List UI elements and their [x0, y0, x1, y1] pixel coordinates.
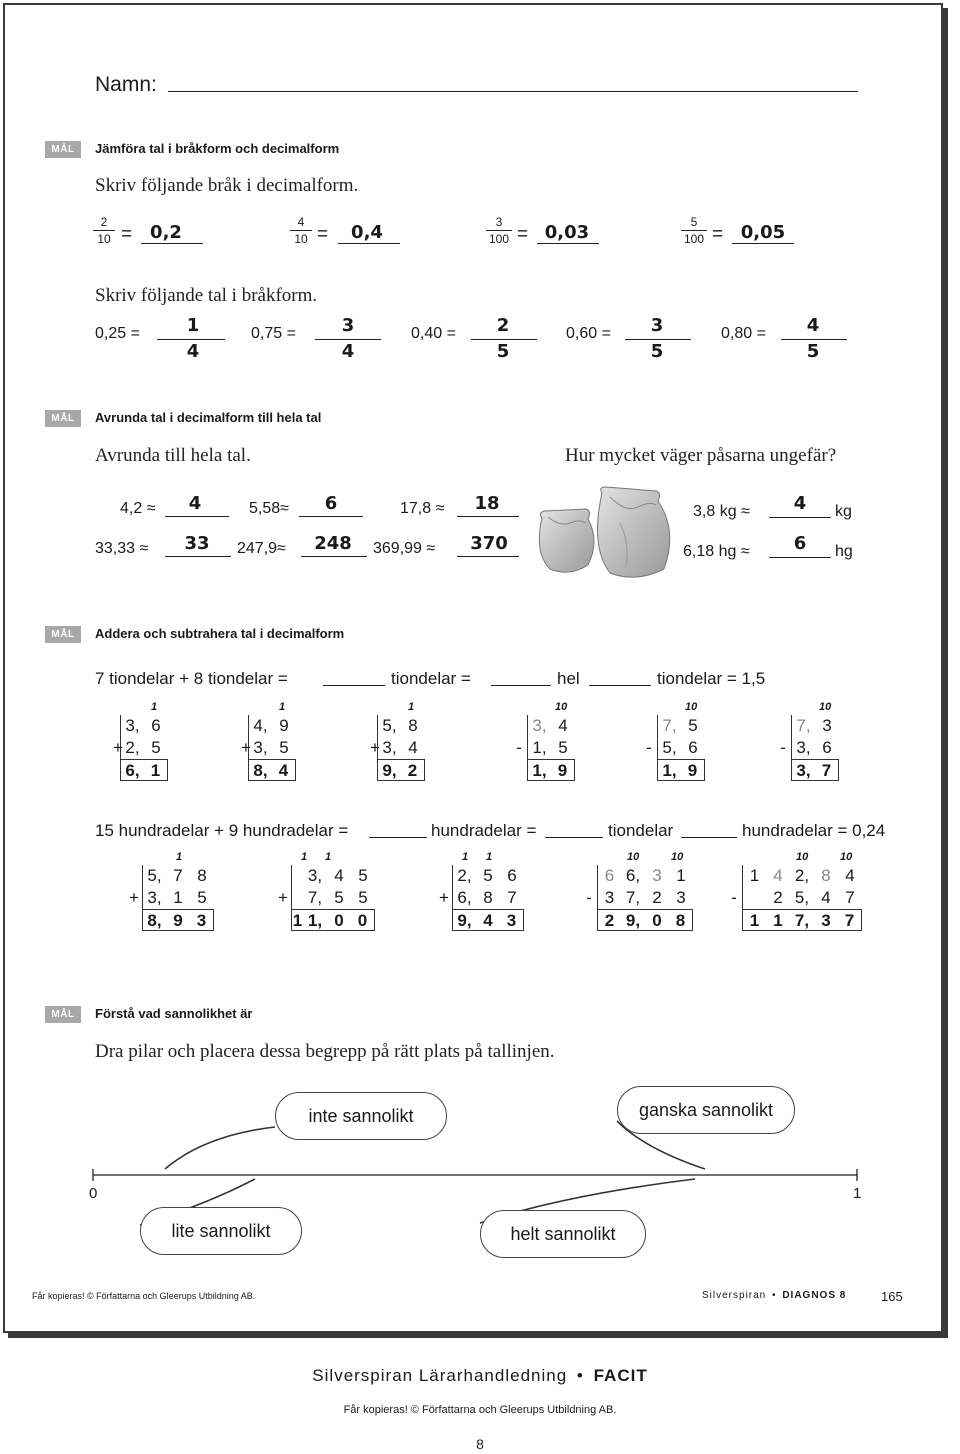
operand-digit: 8 [821, 866, 831, 885]
operand-digit: 5, [794, 888, 810, 907]
operand-digit: 7 [173, 866, 183, 885]
answer-line[interactable] [732, 243, 794, 244]
answer-value: 0,05 [740, 222, 786, 243]
guide-title: Silverspiran Lärarhandledning • FACIT [312, 1366, 648, 1385]
result-digit[interactable]: 9, [621, 909, 645, 931]
operand-digit: 7 [507, 888, 517, 907]
operator-sign: - [780, 738, 786, 757]
tenths-statement: tiondelar = 1,5 [657, 669, 766, 688]
operator-sign: - [516, 738, 522, 757]
weight-unit: hg [835, 543, 853, 560]
answer-line[interactable] [315, 339, 381, 340]
equals-sign: = [317, 224, 329, 245]
hundredths-statement: hundradelar = [431, 821, 537, 840]
answer-line[interactable] [471, 339, 537, 340]
operator-sign: - [731, 888, 737, 907]
answer-line[interactable] [681, 837, 737, 838]
rounding-answer: 370 [470, 533, 508, 554]
result-digit[interactable]: 2 [597, 909, 621, 931]
operand-digit: 4 [773, 866, 783, 885]
answer-denominator: 4 [341, 341, 355, 362]
copyright-notice: Får kopieras! © Författarna och Gleerups Utbildning AB. [343, 1404, 617, 1416]
answer-line[interactable] [141, 243, 203, 244]
operand-digit: 2, [120, 737, 144, 759]
operand-digit: 3 [597, 887, 621, 909]
rounding-answer: 18 [474, 493, 500, 514]
operand-digit: 6 [822, 738, 832, 757]
answer-value: 0,2 [150, 222, 182, 243]
operand-digit: 3, [120, 715, 144, 737]
operand-digit: 5 [279, 738, 289, 757]
operand-digit: 3, [307, 866, 323, 885]
name-line[interactable] [168, 91, 858, 92]
decimal-value: 0,75 = [251, 325, 296, 342]
fraction: 5 100 [681, 215, 707, 246]
answer-numerator: 4 [806, 315, 820, 336]
answer-line[interactable] [781, 339, 847, 340]
goal-badge: MÅL [45, 1006, 81, 1023]
operand-digit: 9 [279, 716, 289, 735]
copyright-notice: Får kopieras! © Författarna och Gleerups Utbildning AB. [32, 1291, 256, 1301]
answer-line[interactable] [301, 556, 367, 557]
result-digit[interactable]: 4 [476, 909, 500, 931]
goal-title: Avrunda tal i decimalform till hela tal [95, 410, 322, 425]
weight-value: 6,18 hg ≈ [683, 543, 750, 560]
operand-digit: 7 [845, 888, 855, 907]
operand-digit: 3, [527, 715, 551, 737]
page-number: 165 [881, 1289, 903, 1304]
result-digit[interactable]: 0 [645, 909, 669, 931]
operator-sign: + [129, 888, 139, 907]
operand-digit: 8 [483, 888, 493, 907]
operand-digit: 6, [452, 887, 476, 909]
operand-digit: 2, [452, 865, 476, 887]
hundredths-statement: hundradelar = 0,24 [742, 821, 886, 840]
hundredths-statement: tiondelar [608, 821, 674, 840]
instruction: Skriv följande tal i bråkform. [95, 285, 318, 306]
axis-max: 1 [853, 1185, 862, 1202]
operand-digit: 5, [657, 737, 681, 759]
operand-digit: 5 [483, 866, 493, 885]
term-bubble-helt-sannolikt[interactable]: helt sannolikt [480, 1210, 646, 1258]
borrow-digit: 10 [555, 701, 568, 713]
term-bubble-lite-sannolikt[interactable]: lite sannolikt [140, 1207, 302, 1255]
answer-line[interactable] [491, 685, 551, 686]
axis-min: 0 [89, 1185, 98, 1202]
fraction: 4 10 [290, 215, 312, 246]
operand-digit: 4 [408, 738, 418, 757]
equals-sign: = [712, 224, 724, 245]
answer-line[interactable] [537, 243, 599, 244]
result-digit[interactable]: 0 [327, 909, 351, 931]
carry-digit: 1 [408, 701, 415, 713]
result-digit[interactable]: 6, [120, 759, 144, 781]
tenths-statement: hel [557, 669, 580, 688]
result-digit[interactable]: 7 [838, 909, 862, 931]
instruction: Avrunda till hela tal. [95, 445, 251, 466]
operand-digit: 6 [151, 716, 161, 735]
answer-line[interactable] [299, 516, 363, 517]
instruction: Skriv följande bråk i decimalform. [95, 175, 359, 196]
operand-digit: 3 [822, 716, 832, 735]
answer-denominator: 4 [186, 341, 200, 362]
borrow-digit: 10 [627, 851, 640, 863]
carry-digit: 1 [151, 701, 158, 713]
page-number: 8 [476, 1436, 484, 1452]
operand-digit: 6 [688, 738, 698, 757]
operand-digit: 1 [742, 865, 766, 887]
operand-digit: 7, [625, 888, 641, 907]
operand-digit: 3, [791, 737, 815, 759]
operand-digit: 5 [197, 888, 207, 907]
operand-digit: 5 [558, 738, 568, 757]
answer-value: 0,4 [351, 222, 383, 243]
operand-digit: 5, [142, 865, 166, 887]
operand-digit: 5 [151, 738, 161, 757]
rounding-value: 4,2 ≈ [120, 500, 156, 517]
operand-digit: 7, [307, 888, 323, 907]
operator-sign: + [370, 738, 380, 757]
operand-digit: 1 [173, 888, 183, 907]
answer-line[interactable] [457, 556, 519, 557]
operand-digit: 4 [334, 866, 344, 885]
rounding-answer: 33 [184, 533, 210, 554]
borrow-digit: 10 [671, 851, 684, 863]
decimal-value: 0,40 = [411, 325, 456, 342]
result-digit[interactable]: 1 [766, 909, 790, 931]
weight-answer: 6 [793, 533, 807, 554]
result-digit[interactable]: 1, [303, 909, 327, 931]
answer-line[interactable] [769, 557, 831, 558]
decimal-value: 0,25 = [95, 325, 140, 342]
operator-sign: + [241, 738, 251, 757]
carry-digit: 1 [279, 701, 286, 713]
result-digit[interactable]: 3, [791, 759, 815, 781]
answer-numerator: 3 [341, 315, 355, 336]
carry-digit: 1 [325, 851, 332, 863]
operator-sign: + [439, 888, 449, 907]
term-bubble-inte-sannolikt[interactable]: inte sannolikt [275, 1092, 447, 1140]
answer-value: 0,03 [544, 222, 590, 243]
answer-numerator: 3 [650, 315, 664, 336]
fraction: 2 10 [93, 215, 115, 246]
operand-digit: 4, [248, 715, 272, 737]
weight-unit: kg [835, 503, 852, 520]
carry-digit: 1 [301, 851, 308, 863]
operator-sign: - [646, 738, 652, 757]
borrow-digit: 10 [685, 701, 698, 713]
term-bubble-ganska-sannolikt[interactable]: ganska sannolikt [617, 1086, 795, 1134]
rounding-value: 5,58≈ [249, 500, 289, 517]
borrow-digit: 10 [840, 851, 853, 863]
instruction: Hur mycket väger påsarna ungefär? [565, 445, 837, 466]
operand-digit: 1, [527, 737, 551, 759]
goal-title: Jämföra tal i bråkform och decimalform [95, 141, 340, 156]
rounding-value: 33,33 ≈ [95, 540, 149, 557]
rounding-answer: 248 [314, 533, 352, 554]
operand-digit: 6 [507, 866, 517, 885]
operand-digit: 6 [597, 865, 621, 887]
operand-digit: 7, [657, 715, 681, 737]
operand-digit: 3 [652, 866, 662, 885]
operand-digit: 5 [358, 866, 368, 885]
answer-numerator: 2 [496, 315, 510, 336]
operand-digit: 8 [408, 716, 418, 735]
book-credit: Silverspiran • DIAGNOS 8 [702, 1290, 847, 1301]
goal-badge: MÅL [45, 626, 81, 643]
rounding-answer: 6 [324, 493, 338, 514]
rounding-value: 369,99 ≈ [373, 540, 436, 557]
result-digit[interactable]: 7, [790, 909, 814, 931]
result-digit[interactable]: 1, [527, 759, 551, 781]
borrow-digit: 10 [796, 851, 809, 863]
goal-title: Addera och subtrahera tal i decimalform [95, 626, 345, 641]
answer-line[interactable] [165, 516, 229, 517]
operand-digit: 2, [794, 866, 810, 885]
result-digit[interactable]: 8, [142, 909, 166, 931]
answer-line[interactable] [545, 837, 603, 838]
result-digit[interactable]: 3 [500, 909, 524, 931]
result-digit[interactable]: 0 [351, 909, 375, 931]
operand-digit: 4 [821, 888, 831, 907]
instruction: Dra pilar och placera dessa begrepp på rätt plats på tallinjen. [95, 1041, 555, 1062]
operator-sign: + [278, 888, 288, 907]
operand-digit: 2 [773, 888, 783, 907]
carry-digit: 1 [462, 851, 469, 863]
equals-sign: = [517, 224, 529, 245]
answer-line[interactable] [769, 517, 831, 518]
decimal-value: 0,60 = [566, 325, 611, 342]
operand-digit: 3, [142, 887, 166, 909]
answer-line[interactable] [165, 556, 231, 557]
answer-denominator: 5 [496, 341, 510, 362]
operator-sign: - [586, 888, 592, 907]
tenths-statement: tiondelar = [391, 669, 471, 688]
rounding-answer: 4 [188, 493, 202, 514]
bags-illustration [530, 483, 685, 583]
answer-numerator: 1 [186, 315, 200, 336]
result-digit[interactable]: 1 [742, 909, 766, 931]
operand-digit: 5 [688, 716, 698, 735]
answer-line[interactable] [369, 837, 427, 838]
operand-digit: 3, [248, 737, 272, 759]
operand-digit: 2 [652, 888, 662, 907]
borrow-digit: 10 [819, 701, 832, 713]
result-digit[interactable]: 2 [401, 759, 425, 781]
answer-line[interactable] [338, 243, 400, 244]
goal-title: Förstå vad sannolikhet är [95, 1006, 253, 1021]
operator-sign: + [113, 738, 123, 757]
operand-digit: 1 [676, 866, 686, 885]
answer-line[interactable] [457, 516, 519, 517]
hundredths-statement: 15 hundradelar + 9 hundradelar = [95, 821, 349, 840]
result-digit[interactable]: 9 [166, 909, 190, 931]
result-digit[interactable]: 3 [190, 909, 214, 931]
result-digit[interactable]: 7 [815, 759, 839, 781]
operand-digit: 4 [558, 716, 568, 735]
result-digit[interactable]: 1, [657, 759, 681, 781]
result-digit[interactable]: 8 [669, 909, 693, 931]
operand-digit: 7, [791, 715, 815, 737]
rounding-value: 17,8 ≈ [400, 500, 445, 517]
operand-digit: 3, [377, 737, 401, 759]
answer-line[interactable] [625, 339, 691, 340]
result-digit[interactable]: 3 [814, 909, 838, 931]
operand-digit [742, 887, 766, 909]
result-digit[interactable]: 9 [551, 759, 575, 781]
result-digit[interactable]: 1 [292, 911, 303, 930]
decimal-value: 0,80 = [721, 325, 766, 342]
result-digit[interactable]: 8, [248, 759, 272, 781]
result-digit[interactable]: 9, [452, 909, 476, 931]
answer-denominator: 5 [806, 341, 820, 362]
goal-badge: MÅL [45, 410, 81, 427]
rounding-value: 247,9≈ [237, 540, 286, 557]
answer-line[interactable] [589, 685, 651, 686]
answer-denominator: 5 [650, 341, 664, 362]
equals-sign: = [121, 224, 133, 245]
answer-line[interactable] [157, 339, 225, 340]
operand-digit: 6, [625, 866, 641, 885]
operand-digit: 5 [358, 888, 368, 907]
result-digit[interactable]: 9, [377, 759, 401, 781]
operand-digit: 5, [377, 715, 401, 737]
answer-line[interactable] [323, 685, 385, 686]
operand-digit: 3 [676, 888, 686, 907]
result-digit[interactable]: 4 [272, 759, 296, 781]
weight-answer: 4 [793, 493, 807, 514]
weight-value: 3,8 kg ≈ [693, 503, 750, 520]
operand-digit: 5 [334, 888, 344, 907]
fraction: 3 100 [486, 215, 512, 246]
result-digit[interactable]: 9 [681, 759, 705, 781]
operand-digit: 8 [197, 866, 207, 885]
goal-badge: MÅL [45, 141, 81, 158]
worksheet [3, 3, 943, 1333]
result-digit[interactable]: 1 [144, 759, 168, 781]
carry-digit: 1 [486, 851, 493, 863]
tenths-statement: 7 tiondelar + 8 tiondelar = [95, 669, 288, 688]
operand-digit: 4 [845, 866, 855, 885]
name-label: Namn: [95, 73, 157, 96]
carry-digit: 1 [176, 851, 183, 863]
